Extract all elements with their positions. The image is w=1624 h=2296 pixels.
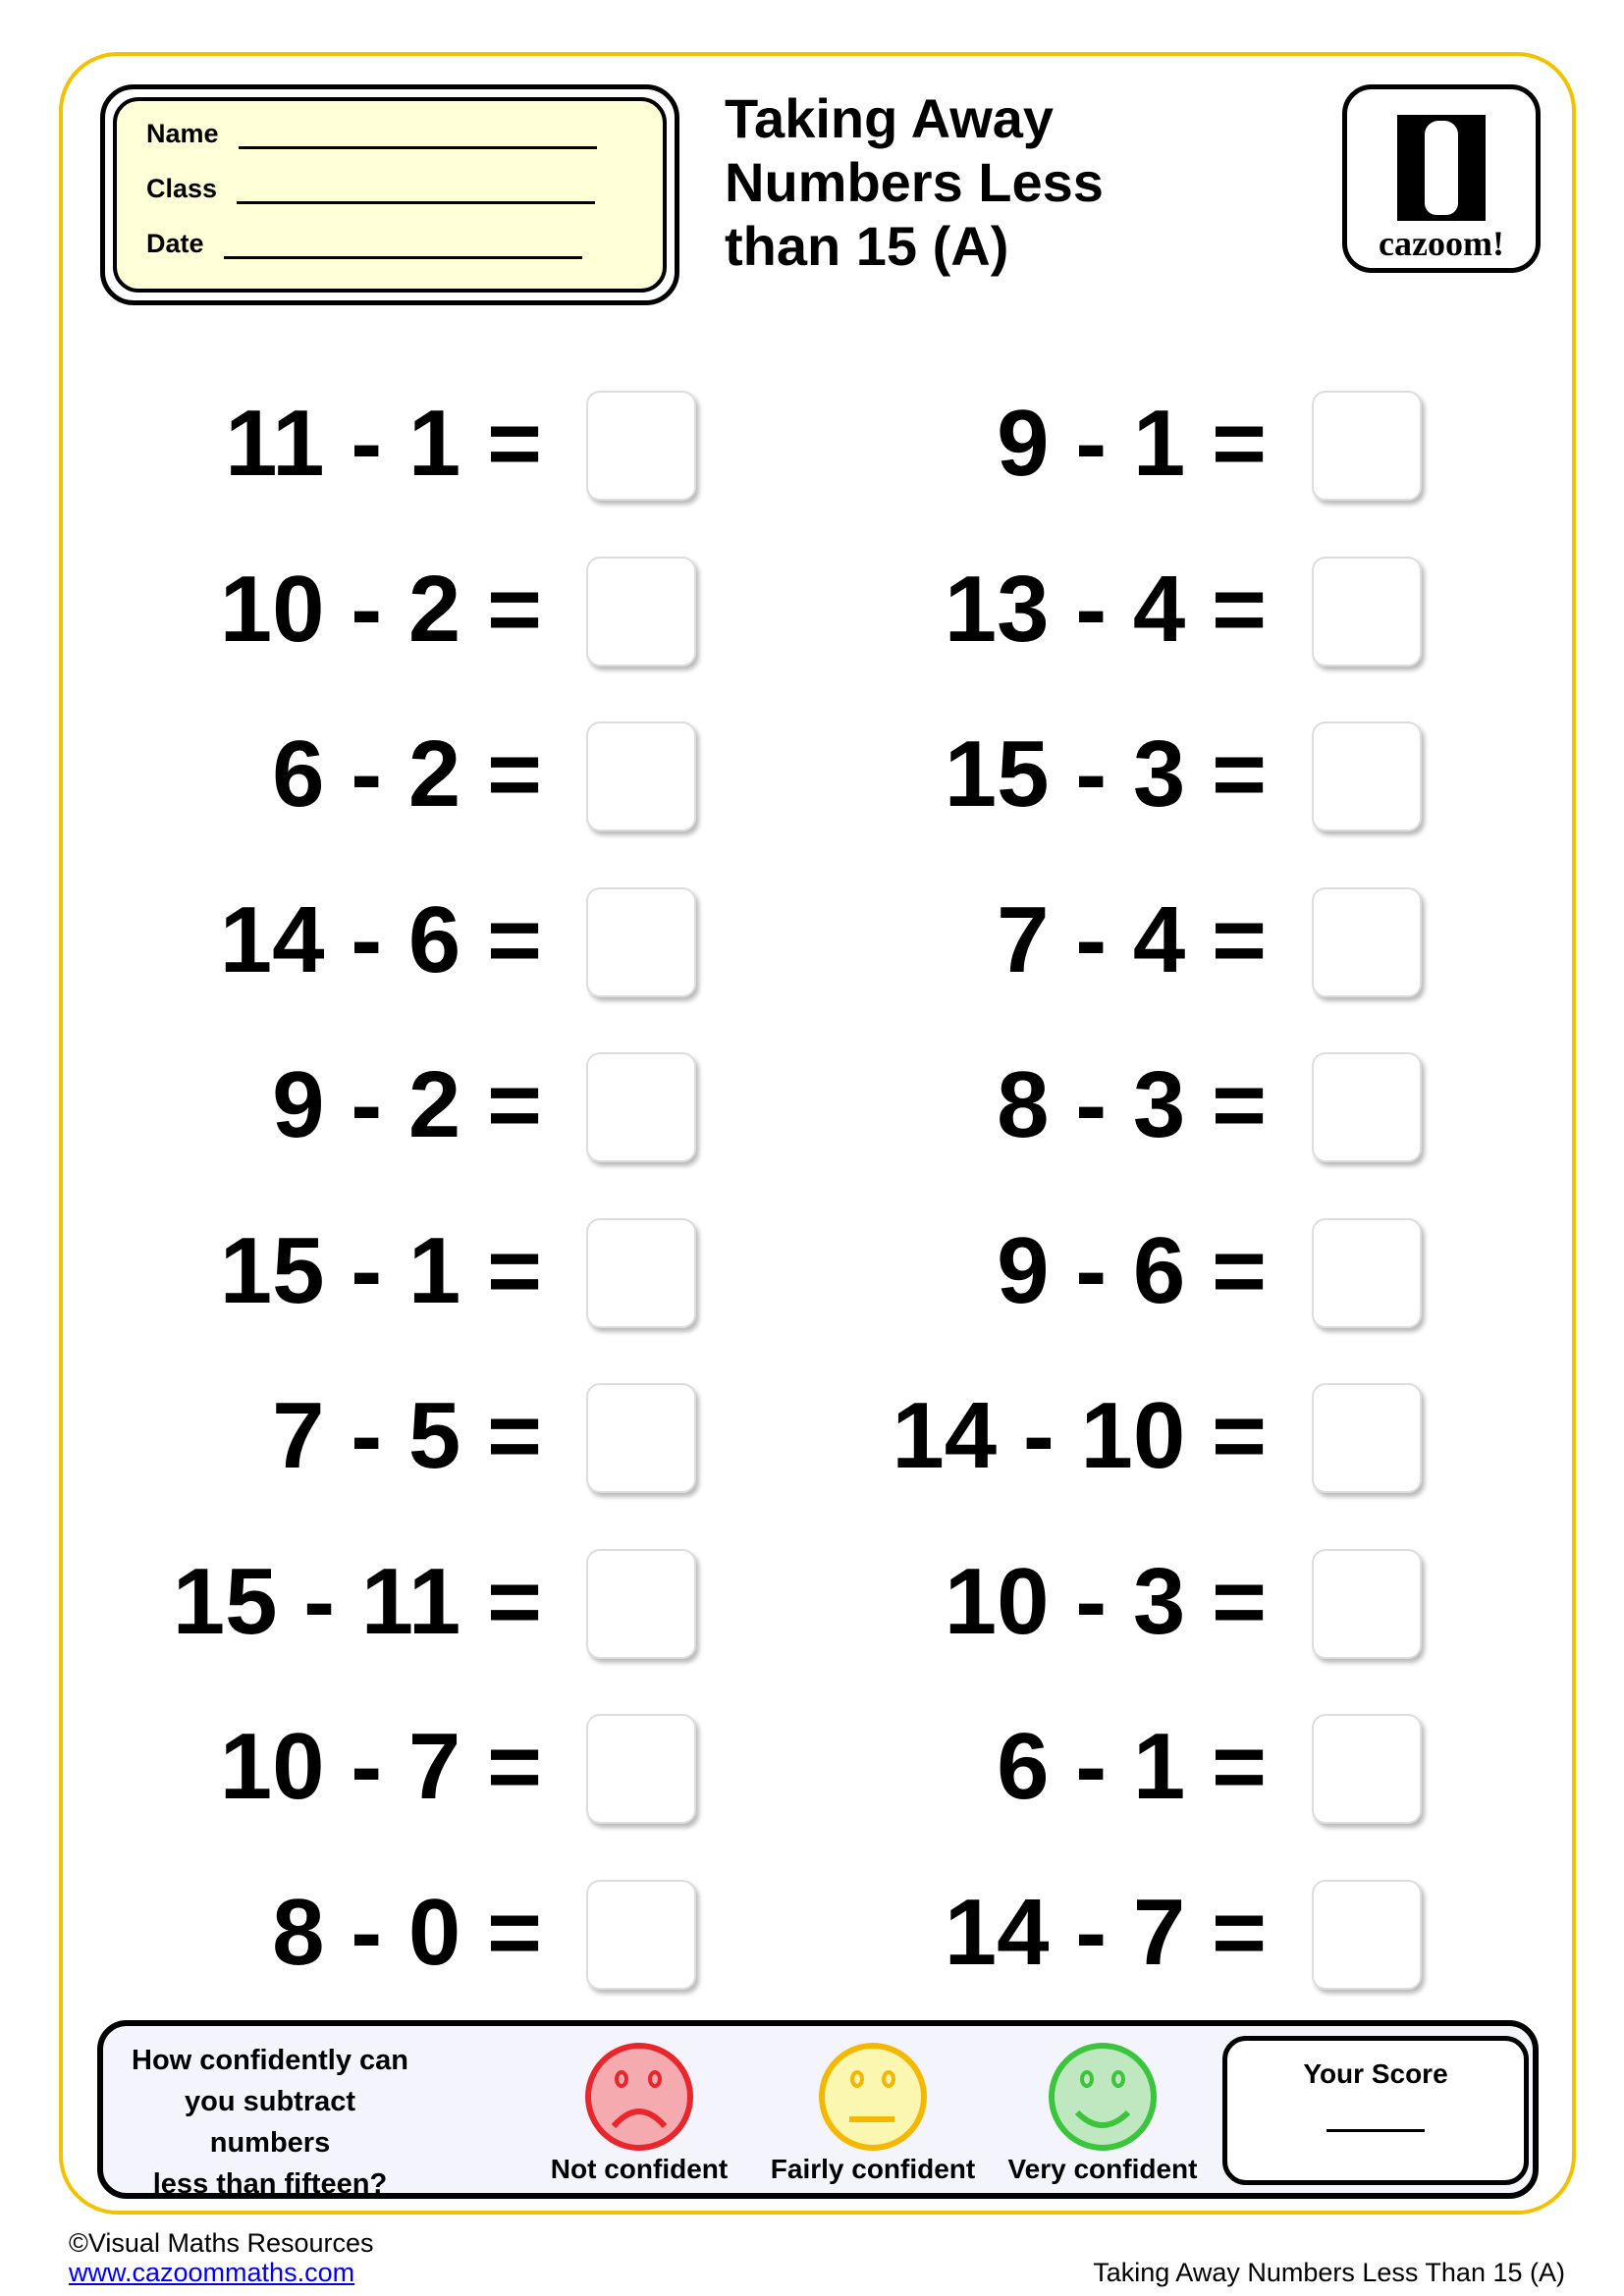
website-link[interactable]: www.cazoommaths.com: [69, 2258, 355, 2287]
neutral-face-icon[interactable]: [818, 2042, 928, 2152]
worksheet-title: Taking Away Numbers Less than 15 (A): [725, 87, 1104, 277]
copyright: ©Visual Maths Resources: [69, 2228, 374, 2258]
very-confident-label: Very confident: [1007, 2154, 1198, 2184]
date-label: Date: [146, 229, 204, 258]
score-line: [1326, 2129, 1425, 2132]
logo-icon: [1397, 115, 1486, 221]
problem-expression: 6 - 2 =: [272, 721, 542, 827]
happy-face-icon[interactable]: [1048, 2042, 1158, 2152]
cazoom-logo: cazoom!: [1342, 84, 1541, 273]
problem-expression: 7 - 4 =: [997, 886, 1267, 992]
problem-expression: 8 - 3 =: [997, 1052, 1267, 1157]
problem-expression: 9 - 6 =: [997, 1217, 1267, 1323]
confidence-question: How confidently can you subtract numbers less than fifteen?: [132, 2045, 408, 2200]
problem-expression: 15 - 11 =: [172, 1548, 542, 1654]
problem-expression: 13 - 4 =: [944, 556, 1267, 662]
problem-expression: 10 - 3 =: [944, 1548, 1267, 1654]
score-box[interactable]: [1222, 2036, 1529, 2185]
problem-expression: 15 - 3 =: [944, 721, 1267, 827]
problem-expression: 9 - 1 =: [997, 391, 1267, 496]
answer-box[interactable]: [1312, 557, 1422, 667]
problem-expression: 6 - 1 =: [997, 1714, 1267, 1819]
answer-box[interactable]: [1312, 1880, 1422, 1990]
student-info-box: [100, 84, 679, 305]
not-confident-label: Not confident: [550, 2154, 729, 2184]
class-field[interactable]: [146, 174, 595, 204]
answer-box[interactable]: [1312, 1218, 1422, 1328]
problem-expression: 10 - 2 =: [219, 556, 542, 662]
answer-box[interactable]: [1312, 1549, 1422, 1659]
footer-title: Taking Away Numbers Less Than 15 (A): [1093, 2258, 1565, 2287]
answer-box[interactable]: [1312, 391, 1422, 501]
problem-expression: 9 - 2 =: [272, 1052, 542, 1157]
answer-box[interactable]: [1312, 721, 1422, 831]
answer-box[interactable]: [1312, 887, 1422, 997]
fairly-confident-label: Fairly confident: [770, 2154, 976, 2184]
answer-box[interactable]: [1312, 1714, 1422, 1824]
problem-expression: 14 - 7 =: [944, 1879, 1267, 1985]
problem-expression: 8 - 0 =: [272, 1879, 542, 1985]
problem-expression: 11 - 1 =: [225, 391, 542, 496]
problem-expression: 14 - 6 =: [219, 886, 542, 992]
problem-expression: 10 - 7 =: [219, 1714, 542, 1819]
date-field[interactable]: [146, 229, 582, 259]
sad-face-icon[interactable]: [584, 2042, 694, 2152]
class-label: Class: [146, 174, 218, 203]
problem-expression: 15 - 1 =: [219, 1217, 542, 1323]
score-label: Your Score: [1303, 2058, 1448, 2089]
answer-box[interactable]: [1312, 1383, 1422, 1493]
problem-expression: 14 - 10 =: [892, 1383, 1267, 1488]
problem-expression: 7 - 5 =: [272, 1383, 542, 1488]
answer-box[interactable]: [1312, 1052, 1422, 1162]
name-label: Name: [146, 119, 219, 148]
confidence-panel: [97, 2020, 1539, 2199]
name-field[interactable]: [146, 119, 597, 149]
